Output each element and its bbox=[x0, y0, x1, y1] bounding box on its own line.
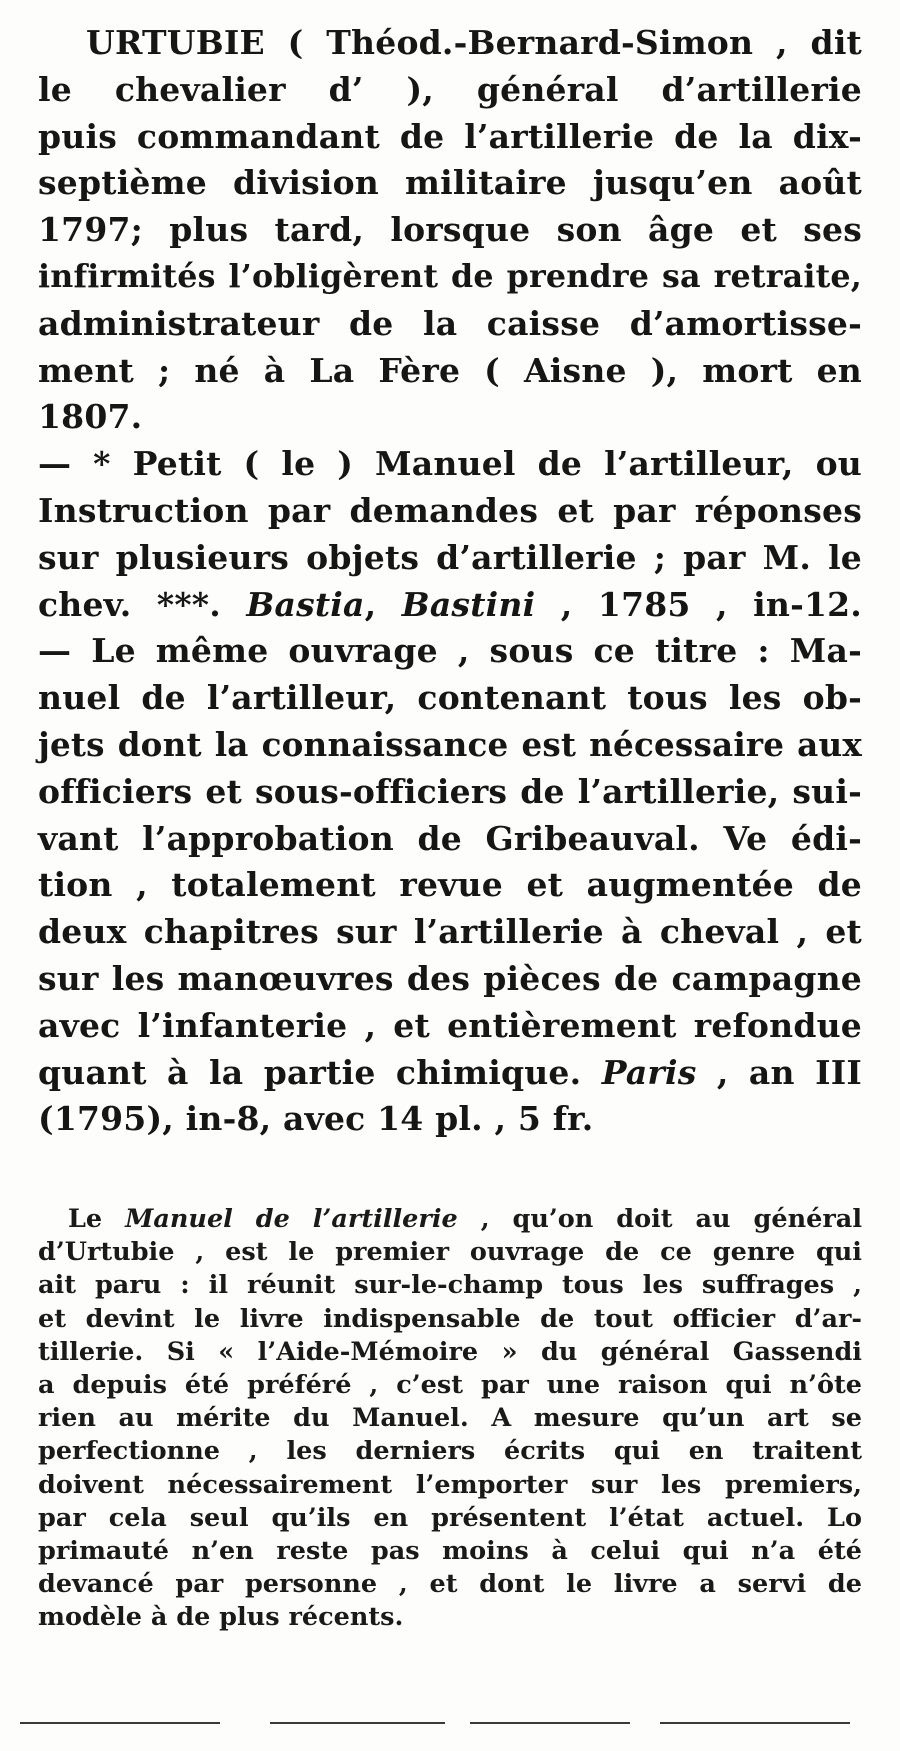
note-line: devancé par personne , et dont le livre a servi de bbox=[38, 1569, 862, 1600]
entry-line: deux chapitres sur l’artillerie à cheval , et bbox=[38, 912, 862, 952]
bottom-rule bbox=[270, 1722, 445, 1724]
entry-line: administrateur de la caisse d’amortisse- bbox=[38, 303, 862, 343]
entry-line: vant l’approbation de Gribeauval. Ve édi- bbox=[38, 818, 862, 858]
publisher-name: Bastini bbox=[401, 584, 536, 624]
biographical-entry bbox=[38, 20, 862, 1143]
note-line: ait paru : il réunit sur-le-champ tous les suffrages , bbox=[38, 1270, 862, 1301]
bottom-rule bbox=[660, 1722, 850, 1724]
entry-line: (1795), in-8, avec 14 pl. , 5 fr. bbox=[38, 1099, 594, 1139]
entry-line: chev. ***. Bastia, Bastini , 1785 , in-12. bbox=[38, 584, 862, 624]
entry-line: puis commandant de l’artillerie de la dix- bbox=[38, 116, 862, 156]
work-title: Manuel de l’artillerie bbox=[125, 1204, 458, 1234]
note-line: doivent nécessairement l’emporter sur les premiers, bbox=[38, 1469, 862, 1500]
note-line: d’Urtubie , est le premier ouvrage de ce genre qui bbox=[38, 1237, 862, 1268]
note-line: primauté n’en reste pas moins à celui qui n’a été bbox=[38, 1535, 862, 1566]
entry-line: avec l’infanterie , et entièrement refondue bbox=[38, 1005, 862, 1045]
entry-line: tion , totalement revue et augmentée de bbox=[38, 865, 862, 905]
entry-line: 1807. bbox=[38, 397, 143, 437]
entry-line: quant à la partie chimique. Paris , an III bbox=[38, 1052, 862, 1092]
bottom-rule bbox=[470, 1722, 630, 1724]
entry-line: septième division militaire jusqu’en août bbox=[38, 163, 862, 203]
note-line: tillerie. Si « l’Aide-Mémoire » du général Gassendi bbox=[38, 1336, 862, 1367]
note-line: Le Manuel de l’artillerie , qu’on doit au général bbox=[68, 1204, 863, 1234]
bottom-rule bbox=[20, 1722, 220, 1724]
note-line: modèle à de plus récents. bbox=[38, 1602, 404, 1633]
note-line: perfectionne , les derniers écrits qui en traitent bbox=[38, 1436, 862, 1467]
publisher-place: Paris bbox=[601, 1052, 697, 1092]
entry-line: nuel de l’artilleur, contenant tous les ob- bbox=[38, 678, 862, 718]
entry-line: — Le même ouvrage , sous ce titre : Ma- bbox=[38, 631, 862, 671]
entry-line: infirmités l’obligèrent de prendre sa retraite, bbox=[38, 257, 862, 295]
note-line: rien au mérite du Manuel. A mesure qu’un art se bbox=[38, 1403, 862, 1434]
entry-line: jets dont la connaissance est nécessaire aux bbox=[38, 724, 862, 764]
entry-line: URTUBIE ( Théod.-Bernard-Simon , dit bbox=[86, 23, 862, 62]
note-line: et devint le livre indispensable de tout officier d’ar- bbox=[38, 1303, 862, 1334]
entry-line: 1797; plus tard, lorsque son âge et ses bbox=[38, 210, 862, 250]
publisher-place: Bastia bbox=[246, 584, 365, 624]
entry-line: — * Petit ( le ) Manuel de l’artilleur, ou bbox=[38, 444, 862, 484]
commentary-note bbox=[38, 1203, 862, 1634]
entry-line: Instruction par demandes et par réponses bbox=[38, 490, 862, 530]
note-line: a depuis été préféré , c’est par une raison qui n’ôte bbox=[38, 1369, 862, 1400]
entry-headword: URTUBIE bbox=[86, 23, 265, 62]
entry-line: le chevalier d’ ), général d’artillerie bbox=[38, 69, 862, 109]
entry-line: sur les manœuvres des pièces de campagne bbox=[38, 958, 862, 998]
note-line: par cela seul qu’ils en présentent l’état actuel. Lo bbox=[38, 1502, 862, 1533]
entry-line: ment ; né à La Fère ( Aisne ), mort en bbox=[38, 350, 862, 390]
entry-line: sur plusieurs objets d’artillerie ; par M. le bbox=[38, 537, 862, 577]
entry-line: officiers et sous-officiers de l’artillerie, sui- bbox=[38, 771, 862, 811]
